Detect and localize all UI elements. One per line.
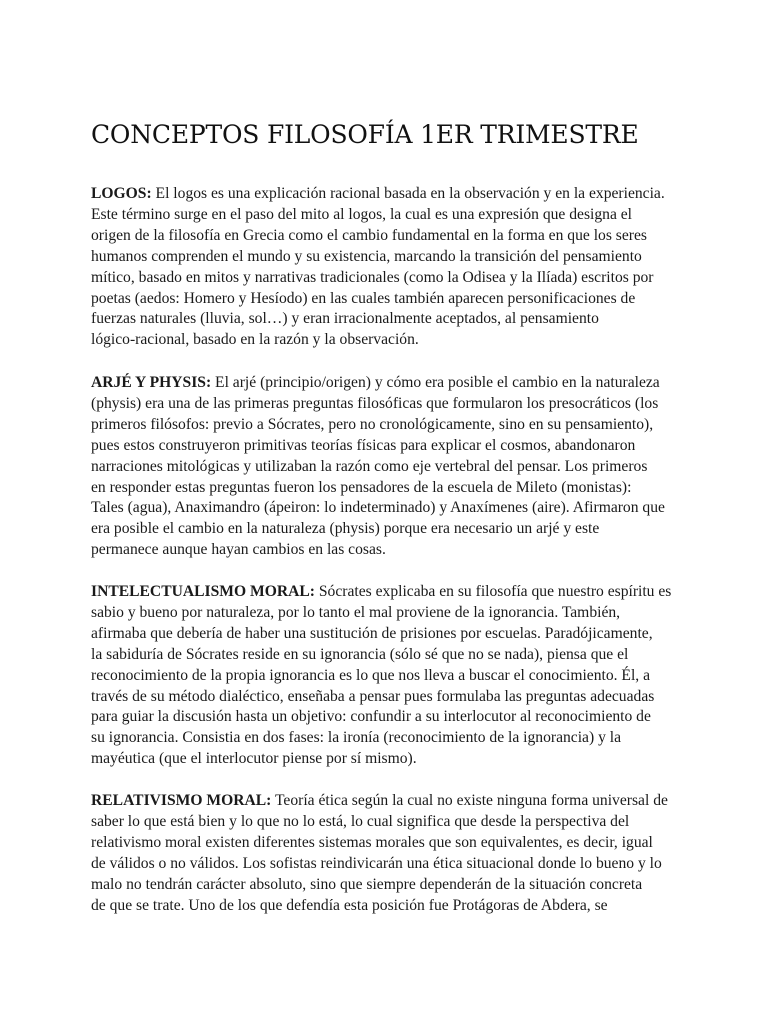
- section-line: humanos comprenden el mundo y su existencia, marcando la transición del pensamiento: [91, 247, 642, 265]
- section-line: Este término surge en el paso del mito al logos, la cual es una expresión que designa el: [91, 205, 633, 223]
- document-title: CONCEPTOS FILOSOFÍA 1ER TRIMESTRE: [91, 120, 639, 149]
- section-line: través de su método dialéctico, enseñaba a pensar pues formulaba las preguntas adecuadas: [91, 687, 655, 705]
- section-term: RELATIVISMO MORAL:: [91, 792, 272, 809]
- section-line: narraciones mitológicas y utilizaban la razón como eje vertebral del pensar. Los primeros: [91, 457, 648, 475]
- section-logos: [91, 184, 681, 351]
- section-line: mítico, basado en mitos y narrativas tradicionales (como la Odisea y la Ilíada) escritos por: [91, 268, 654, 286]
- section-arje-y-physis: [91, 373, 681, 561]
- section-line: origen de la filosofía en Grecia como el cambio fundamental en la forma en que los seres: [91, 226, 647, 244]
- section-line: Tales (agua), Anaximandro (ápeiron: lo indeterminado) y Anaxímenes (aire). Afirmaron que: [91, 499, 665, 517]
- section-line: era posible el cambio en la naturaleza (physis) porque era necesario un arjé y este: [91, 520, 600, 538]
- section-term: ARJÉ Y PHYSIS:: [91, 374, 212, 391]
- section-line: [91, 373, 681, 394]
- section-line: poetas (aedos: Homero y Hesíodo) en las cuales también aparecen personificaciones de: [91, 289, 636, 307]
- section-text: El logos es una explicación racional basada en la observación y en la experiencia.: [151, 185, 665, 202]
- section-line: de que se trate. Uno de los que defendía esta posición fue Protágoras de Abdera, se: [91, 896, 608, 914]
- section-line: lógico-racional, basado en la razón y la observación.: [91, 331, 419, 349]
- section-text: El arjé (principio/origen) y cómo era posible el cambio en la naturaleza: [211, 374, 660, 391]
- section-line: de válidos o no válidos. Los sofistas reindivicarán una ética situacional donde lo bueno y lo: [91, 854, 662, 872]
- section-line: en responder estas preguntas fueron los pensadores de la escuela de Mileto (monistas):: [91, 478, 632, 496]
- section-line: (physis) era una de las primeras preguntas filosóficas que formularon los presocráticos (los: [91, 394, 659, 412]
- section-line: malo no tendrán carácter absoluto, sino que siempre dependerán de la situación concreta: [91, 875, 643, 893]
- section-line: saber lo que está bien y lo que no lo está, lo cual significa que desde la perspectiva del: [91, 812, 630, 830]
- section-line: para guiar la discusión hasta un objetivo: confundir a su interlocutor al reconocimiento de: [91, 708, 651, 726]
- section-term: INTELECTUALISMO MORAL:: [91, 583, 315, 600]
- section-line: afirmaba que debería de haber una sustitución de prisiones por escuelas. Paradójicamente,: [91, 624, 653, 642]
- section-line: [91, 184, 681, 205]
- section-line: [91, 791, 681, 812]
- section-line: permanece aunque hayan cambios en las cosas.: [91, 541, 386, 559]
- section-line: fuerzas naturales (lluvia, sol…) y eran irracionalmente aceptados, al pensamiento: [91, 310, 599, 328]
- section-line: su ignorancia. Consistia en dos fases: la ironía (reconocimiento de la ignorancia) y la: [91, 729, 622, 747]
- section-term: LOGOS:: [91, 185, 152, 202]
- section-line: sabio y bueno por naturaleza, por lo tanto el mal proviene de la ignorancia. También,: [91, 603, 621, 621]
- section-line: la sabiduría de Sócrates reside en su ignorancia (sólo sé que no se nada), piensa que el: [91, 645, 629, 663]
- section-line: mayéutica (que el interlocutor piense por sí mismo).: [91, 750, 417, 768]
- section-relativismo-moral: [91, 791, 681, 916]
- section-line: primeros filósofos: previo a Sócrates, pero no cronológicamente, sino en su pensamiento),: [91, 415, 654, 433]
- section-line: pues estos construyeron primitivas teorías físicas para explicar el cosmos, abandonaron: [91, 436, 636, 454]
- section-line: reconocimiento de la propia ignorancia es lo que nos lleva a buscar el conocimiento. Él, a: [91, 666, 651, 684]
- section-intelectualismo-moral: [91, 582, 681, 770]
- section-line: [91, 582, 681, 603]
- section-line: relativismo moral existen diferentes sistemas morales que son equivalentes, es decir, igual: [91, 833, 653, 851]
- section-text: Teoría ética según la cual no existe ninguna forma universal de: [271, 792, 668, 809]
- section-text: Sócrates explicaba en su filosofía que nuestro espíritu es: [314, 583, 672, 600]
